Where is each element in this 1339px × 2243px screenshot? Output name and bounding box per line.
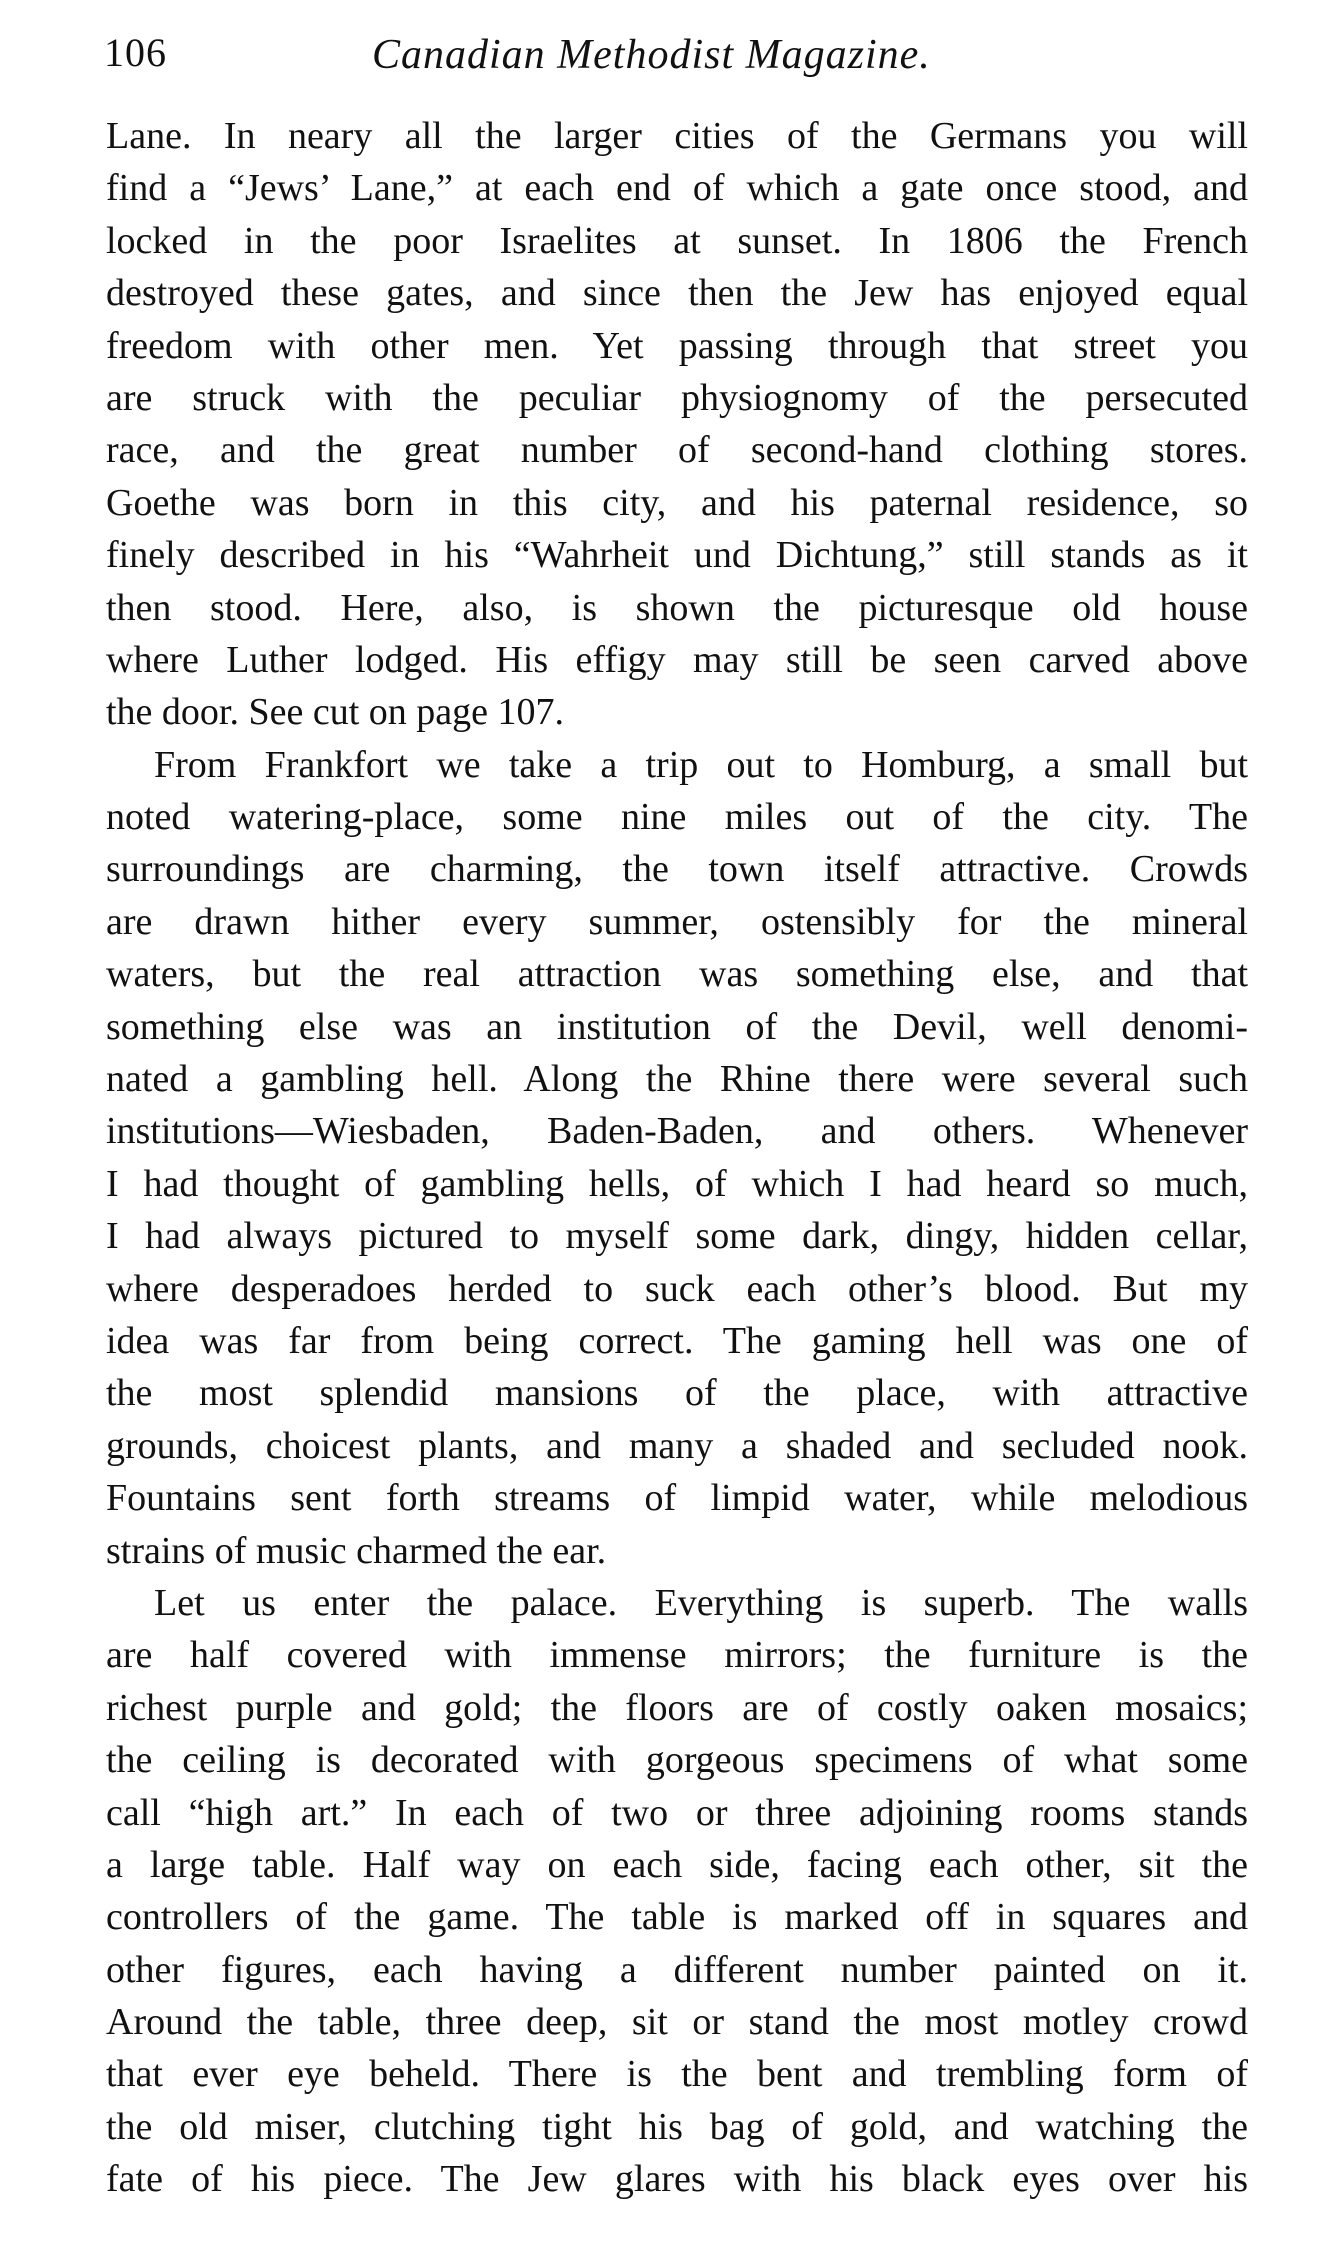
text-line: the door. See cut on page 107. [106,691,565,734]
text-line: I had thought of gambling hells, of which I had heard so much, [106,1162,1248,1205]
text-line: Goethe was born in this city, and his paternal residence, so [106,481,1248,524]
running-title: Canadian Methodist Magazine. [372,32,931,78]
body-text [106,110,1248,2206]
text-line: destroyed these gates, and since then the Jew has enjoyed equal [106,272,1248,315]
text-line: a large table. Half way on each side, facing each other, sit the [106,1843,1248,1886]
text-line: are half covered with immense mirrors; the furniture is the [106,1634,1248,1677]
text-line: are drawn hither every summer, ostensibly for the mineral [106,900,1248,943]
text-line: call “high art.” In each of two or three adjoining rooms stands [106,1791,1248,1834]
text-line: where desperadoes herded to suck each other’s blood. But my [106,1267,1248,1310]
text-line: idea was far from being correct. The gaming hell was one of [106,1319,1248,1362]
paragraph-first-line: From Frankfort we take a trip out to Homburg, a small but [154,743,1248,786]
text-line: the ceiling is decorated with gorgeous specimens of what some [106,1739,1248,1782]
text-line: Fountains sent forth streams of limpid water, while melodious [106,1477,1248,1520]
text-line: institutions—Wiesbaden, Baden-Baden, and others. Whenever [106,1110,1248,1153]
text-line: noted watering-place, some nine miles out of the city. The [106,796,1248,839]
text-line: the old miser, clutching tight his bag of gold, and watching the [106,2105,1248,2148]
text-line: waters, but the real attraction was something else, and that [106,953,1248,996]
text-line: freedom with other men. Yet passing through that street you [106,324,1248,367]
text-line: strains of music charmed the ear. [106,1529,607,1572]
text-line: the most splendid mansions of the place, with attractive [106,1372,1248,1415]
text-line: are struck with the peculiar physiognomy of the persecuted [106,376,1248,419]
text-line: Lane. In neary all the larger cities of the Germans you will [106,115,1248,157]
text-line: controllers of the game. The table is marked off in squares and [106,1896,1248,1939]
text-line: other figures, each having a different number painted on it. [106,1948,1248,1991]
text-line: I had always pictured to myself some dark, dingy, hidden cellar, [106,1215,1248,1258]
text-line: richest purple and gold; the floors are of costly oaken mosaics; [106,1686,1248,1729]
text-line: grounds, choicest plants, and many a shaded and secluded nook. [106,1424,1248,1467]
text-line: something else was an institution of the Devil, well denomi- [106,1005,1248,1048]
text-line: locked in the poor Israelites at sunset. In 1806 the French [106,219,1248,262]
text-line: nated a gambling hell. Along the Rhine there were several such [106,1058,1248,1101]
page-number: 106 [104,30,167,75]
text-line: race, and the great number of second-hand clothing stores. [106,429,1248,472]
text-line: surroundings are charming, the town itself attractive. Crowds [106,848,1248,891]
text-line: then stood. Here, also, is shown the picturesque old house [106,586,1248,629]
text-line: find a “Jews’ Lane,” at each end of which a gate once stood, and [106,167,1248,210]
text-line: that ever eye beheld. There is the bent and trembling form of [106,2053,1248,2096]
text-line: Around the table, three deep, sit or stand the most motley crowd [106,2001,1248,2044]
text-line: fate of his piece. The Jew glares with his black eyes over his [106,2158,1248,2201]
paragraph-first-line: Let us enter the palace. Everything is superb. The walls [154,1581,1248,1624]
text-line: finely described in his “Wahrheit und Dichtung,” still stands as it [106,534,1248,577]
text-line: where Luther lodged. His effigy may still be seen carved above [106,638,1248,681]
running-head [104,22,1249,92]
